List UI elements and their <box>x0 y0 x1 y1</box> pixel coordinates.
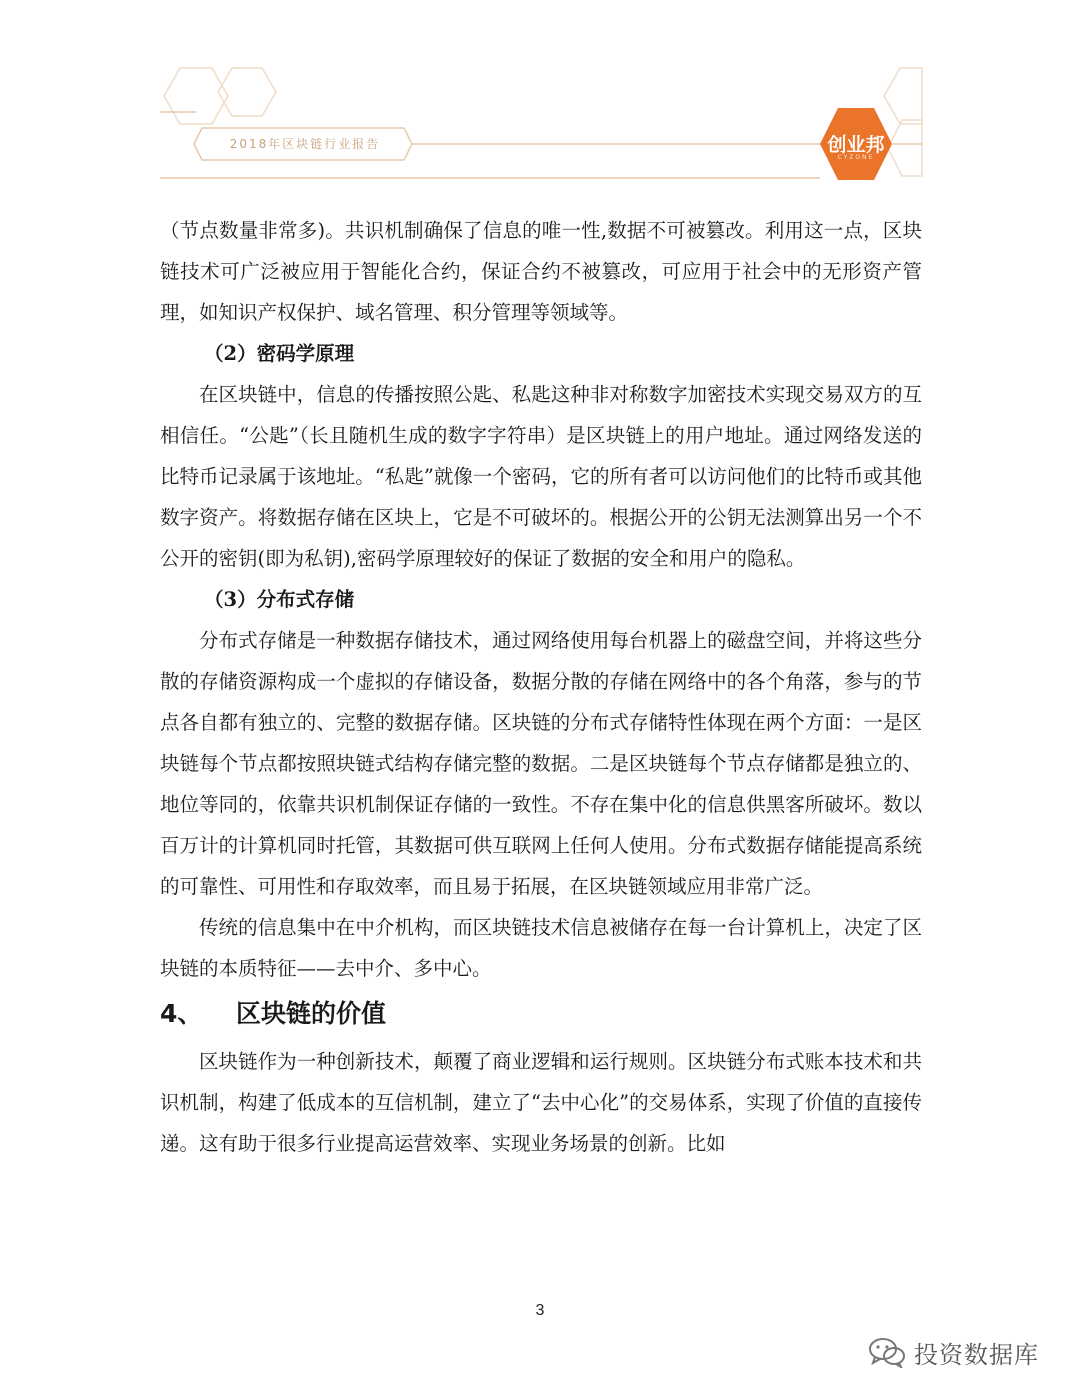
watermark-text: 投资数据库 <box>914 1340 1039 1369</box>
logo-subtext: CYZONE <box>837 154 875 161</box>
hexagon-outline-right-2 <box>888 120 922 176</box>
watermark <box>868 1332 1039 1372</box>
section-heading <box>160 993 922 1035</box>
hexagon-outline-left <box>164 68 228 124</box>
section-number: 4、 <box>160 999 203 1028</box>
page-number: 3 <box>535 1302 545 1319</box>
paragraph: 在区块链中，信息的传播按照公匙、私匙这种非对称数字加密技术实现交易双方的互相信任。“公匙”（长且随机生成的数字字符串）是区块链上的用户地址。通过网络发送的比特币记录属于该地址。“私匙”就像一个密码，它的所有者可以访问他们的比特币或其他数字资产。将数据存储在区块上，它是不可破坏的。根据公开的公钥无法测算出另一个不公开的密钥(即为私钥),密码学原理较好的保证了数据的安全和用户的隐私。 <box>160 383 922 570</box>
subheading-cryptography: （2）密码学原理 <box>204 342 355 365</box>
subheading-distributed-storage: （3）分布式存储 <box>204 588 355 611</box>
paragraph: 分布式存储是一种数据存储技术，通过网络使用每台机器上的磁盘空间，并将这些分散的存储资源构成一个虚拟的存储设备，数据分散的存储在网络中的各个角落，参与的节点各自都有独立的、完整的数据存储。区块链的分布式存储特性体现在两个方面：一是区块链每个节点都按照块链式结构存储完整的数据。二是区块链每个节点存储都是独立的、地位等同的，依靠共识机制保证存储的一致性。不存在集中化的信息供黑客所破坏。数以百万计的计算机同时托管，其数据可供互联网上任何人使用。分布式数据存储能提高系统的可靠性、可用性和存取效率，而且易于拓展，在区块链领域应用非常广泛。 <box>160 629 922 898</box>
section-title: 区块链的价值 <box>236 999 387 1028</box>
paragraph: （节点数量非常多)。共识机制确保了信息的唯一性,数据不可被篡改。利用这一点，区块链技术可广泛被应用于智能化合约，保证合约不被篡改，可应用于社会中的无形资产管理，如知识产权保护、域名管理、积分管理等领域等。 <box>160 219 922 324</box>
cyzone-logo <box>820 106 892 182</box>
report-title: 2018年区块链行业报告 <box>229 137 381 151</box>
logo-text: 创业邦 <box>827 134 885 156</box>
document-body <box>160 210 922 1164</box>
paragraph: 区块链作为一种创新技术，颠覆了商业逻辑和运行规则。区块链分布式账本技术和共识机制，构建了低成本的互信机制，建立了“去中心化”的交易体系，实现了价值的直接传递。这有助于很多行业提高运营效率、实现业务场景的创新。比如 <box>160 1050 922 1155</box>
wechat-icon <box>868 1336 906 1368</box>
header-decoration <box>0 0 1080 200</box>
hexagon-outline-left-2 <box>218 68 276 116</box>
paragraph: 传统的信息集中在中介机构，而区块链技术信息被储存在每一台计算机上，决定了区块链的本质特征——去中介、多中心。 <box>160 916 922 980</box>
